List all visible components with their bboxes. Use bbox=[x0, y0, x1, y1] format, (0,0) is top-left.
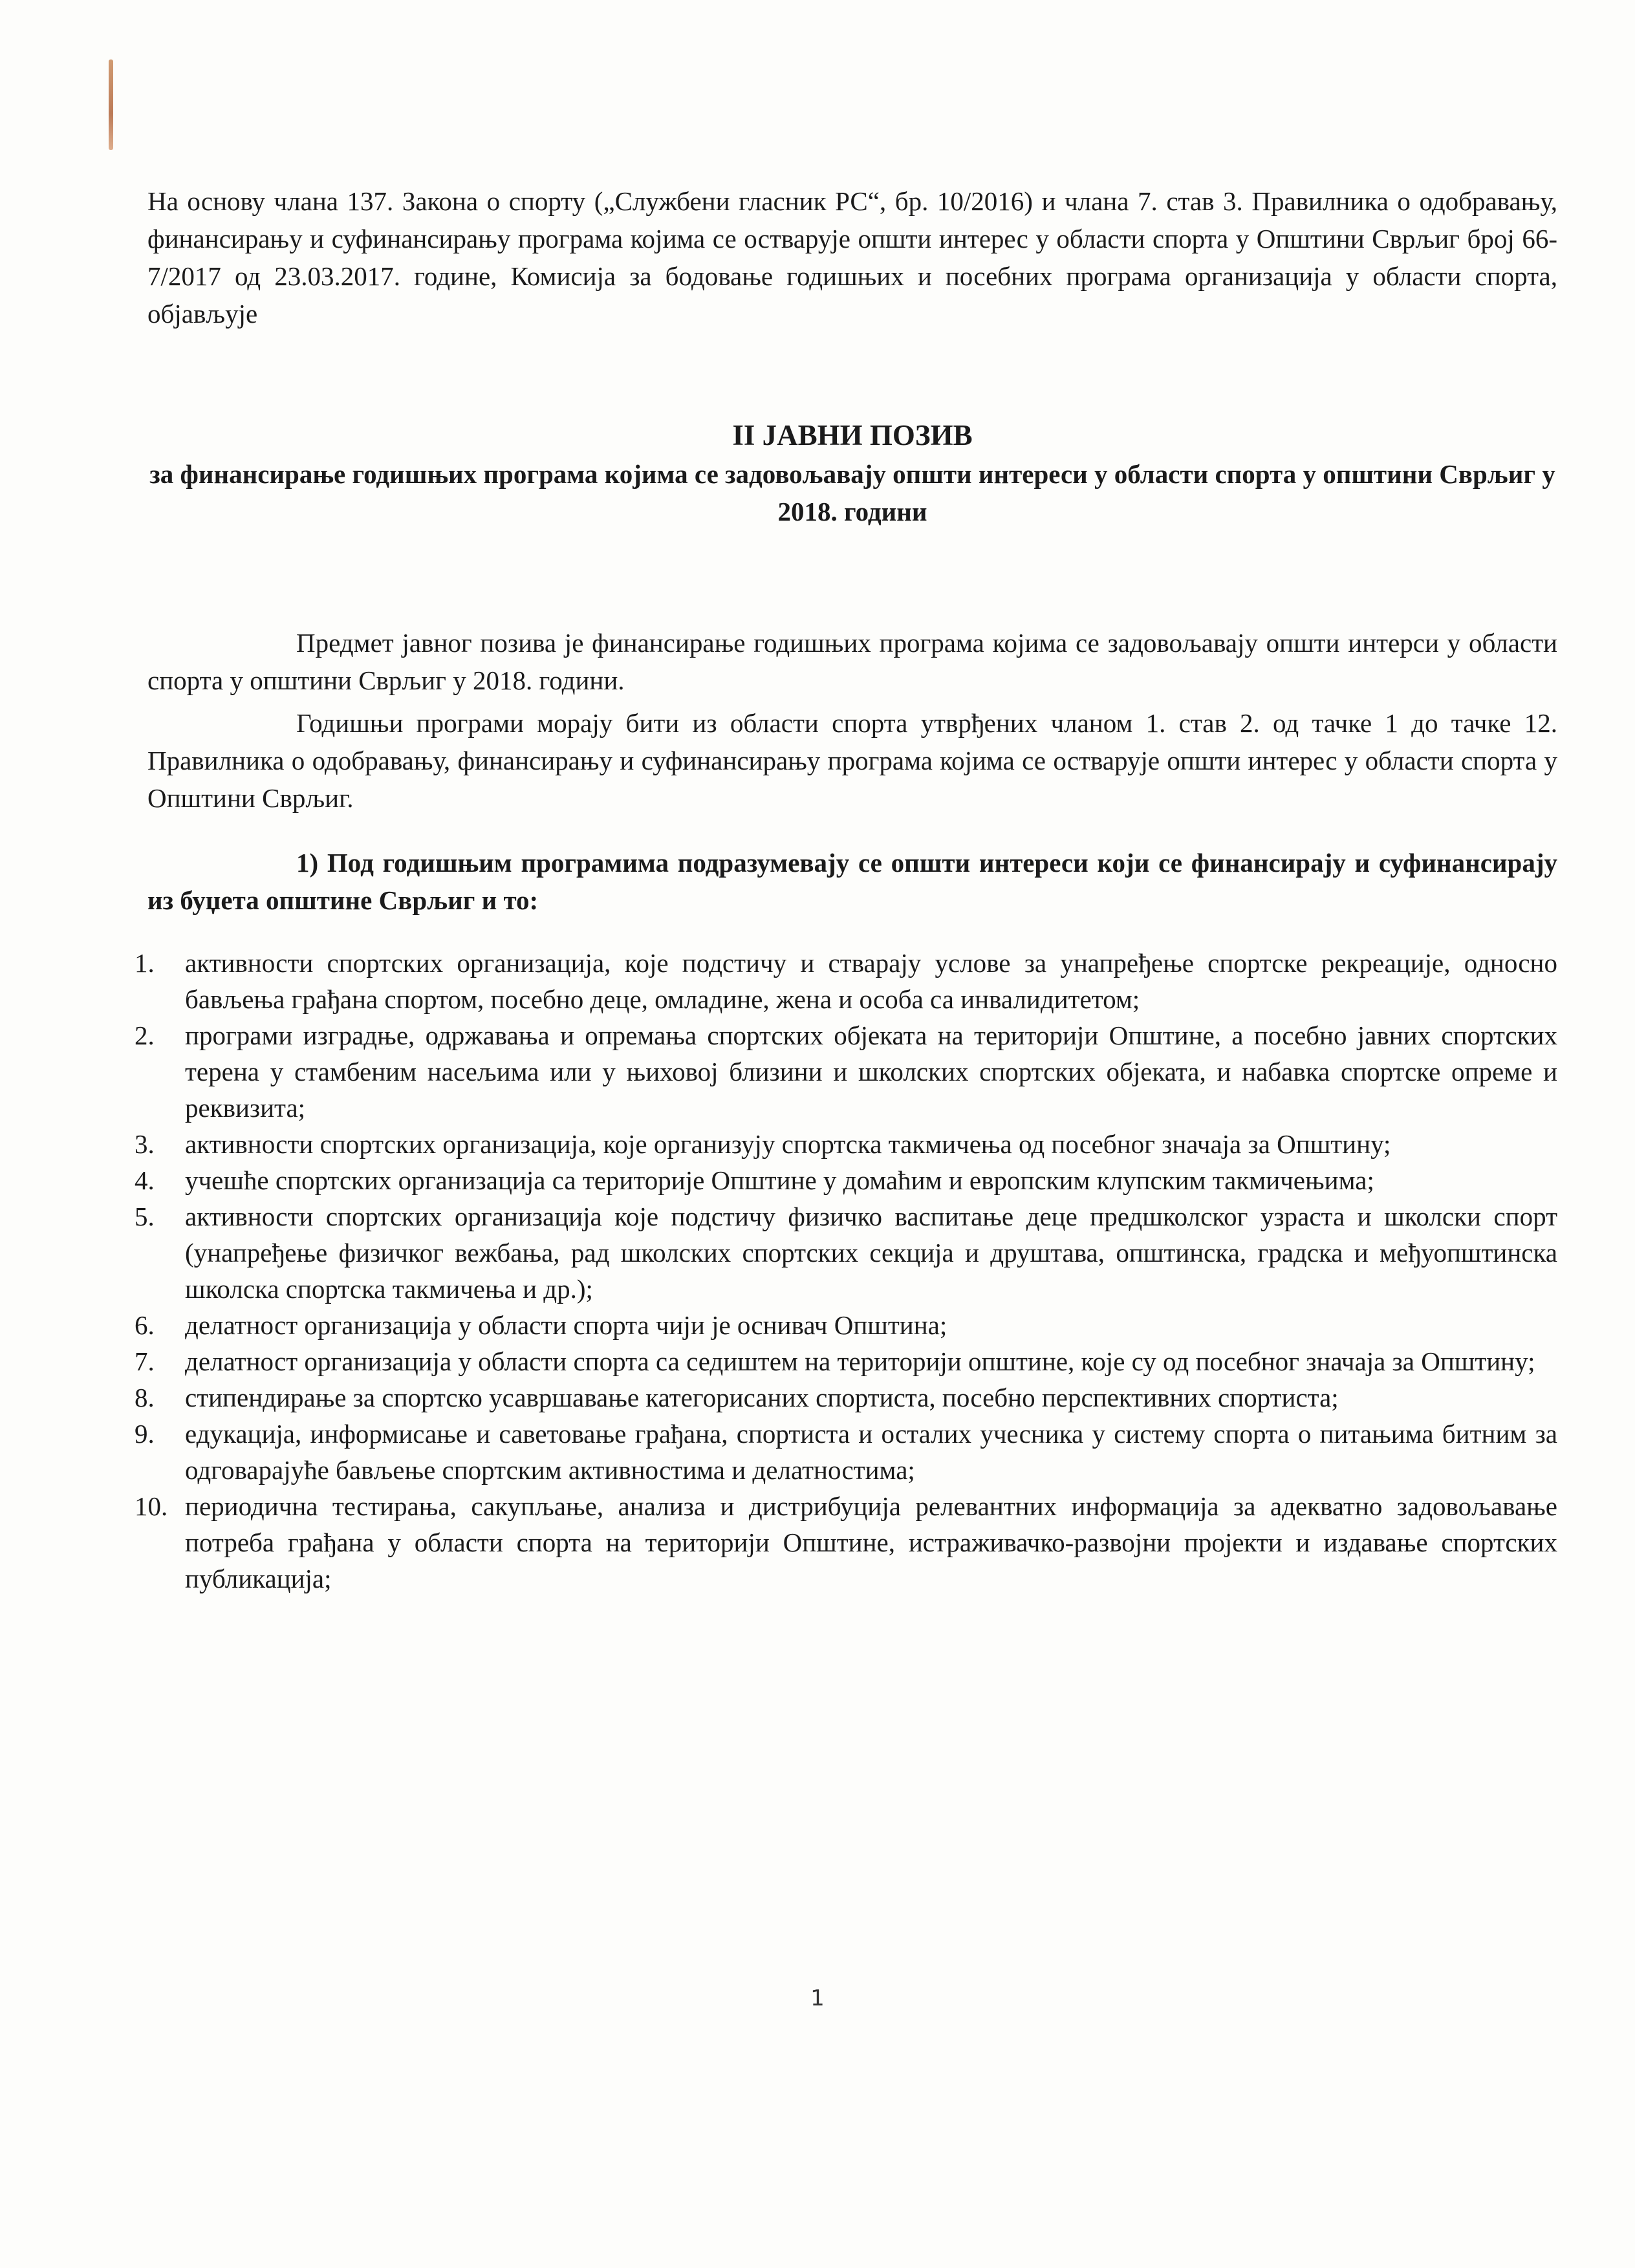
list-item-number: 1. bbox=[135, 948, 155, 978]
list-item-number: 4. bbox=[135, 1165, 155, 1195]
intro-paragraph: На основу члана 137. Закона о спорту („Службени гласник РС“, бр. 10/2016) и члана 7. став 3. Правилника о одобравању, финансирању и суфинансирању програма којима се остварује општи интерес у области спорта у Општини Сврљиг број 66-7/2017 од 23.03.2017. године, Комисија за бодовање годишњих и посебних програма организација у области спорта, објављује bbox=[147, 186, 1557, 329]
list-item bbox=[135, 1343, 1557, 1379]
page-number: 1 bbox=[810, 1985, 825, 2011]
scan-staple-mark bbox=[109, 59, 113, 150]
list-item-text: активности спортских организација које подстичу физичко васпитање деце предшколског узраста и школски спорт (унапређење физичког вежбања, рад школских спортских секција и друштава, општинска, градска и међуопштинска школска спортска такмичења и др.); bbox=[185, 1202, 1557, 1304]
list-item bbox=[135, 1126, 1557, 1162]
list-item-number: 10. bbox=[135, 1491, 168, 1521]
list-item-number: 3. bbox=[135, 1129, 155, 1159]
subject-paragraph: Предмет јавног позива је финансирање годишњих програма којима се задовољавају општи интерси у области спорта у општини Сврљиг у 2018. години. bbox=[147, 628, 1557, 695]
title-block bbox=[147, 415, 1557, 530]
list-item-number: 7. bbox=[135, 1346, 155, 1376]
list-item bbox=[135, 1307, 1557, 1343]
list-item-text: активности спортских организација, које организују спортска такмичења од посебног значаја за Општину; bbox=[185, 1129, 1391, 1159]
list-item-number: 8. bbox=[135, 1383, 155, 1412]
list-item bbox=[135, 1379, 1557, 1416]
list-item-text: програми изградње, одржавања и опремања спортских објеката на територији Општине, а посебно јавних спортских терена у стамбеним насељима или у њиховој близини и школских спортских објеката, и набавка спортске опреме и реквизита; bbox=[185, 1021, 1557, 1123]
list-item-text: периодична тестирања, сакупљање, анализа и дистрибуција релевантних информација за адекватно задовољавање потреба грађана у области спорта на територији Општине, истраживачко-развојни пројекти и издавање спортских публикација; bbox=[185, 1491, 1557, 1593]
list-item bbox=[135, 1488, 1557, 1597]
program-list bbox=[135, 945, 1557, 1597]
list-item bbox=[135, 1416, 1557, 1488]
list-item-text: едукација, информисање и саветовање грађана, спортиста и осталих учесника у систему спорта о питањима битним за одговарајуће бављење спортским активностима и делатностима; bbox=[185, 1419, 1557, 1485]
list-item bbox=[135, 1017, 1557, 1126]
document-subtitle: за финансирање годишњих програма којима се задовољавају општи интереси у области спорта у општини Сврљиг у 2018. години bbox=[149, 459, 1555, 526]
list-item-text: делатност организација у области спорта са седиштем на територији општине, које су од посебног значаја за Општину; bbox=[185, 1346, 1535, 1376]
document-page bbox=[135, 182, 1557, 1597]
section-heading: 1) Под годишњим програмима подразумевају се општи интереси који се финансирају и суфинансирају из буџета општине Сврљиг и то: bbox=[147, 848, 1557, 915]
list-item bbox=[135, 1162, 1557, 1198]
list-item-text: активности спортских организација, које подстичу и стварају услове за унапређење спортске рекреације, односно бављења грађана спортом, посебно деце, омладине, жена и особа са инвалидитетом; bbox=[185, 948, 1557, 1014]
list-item-number: 9. bbox=[135, 1419, 155, 1449]
list-item bbox=[135, 945, 1557, 1017]
list-item-text: стипендирање за спортско усавршавање категорисаних спортиста, посебно перспективних спортиста; bbox=[185, 1383, 1339, 1412]
document-title: II ЈАВНИ ПОЗИВ bbox=[732, 419, 973, 451]
list-item-text: учешће спортских организација са територије Општине у домаћим и европским клупским такмичењима; bbox=[185, 1165, 1374, 1195]
list-item-number: 5. bbox=[135, 1202, 155, 1231]
programs-paragraph: Годишњи програми морају бити из области спорта утврђених чланом 1. став 2. од тачке 1 до тачке 12. Правилника о одобравању, финансирању и суфинансирању програма којима се остварује општи интерес у области спорта у Општини Сврљиг. bbox=[147, 708, 1557, 813]
list-item-number: 6. bbox=[135, 1310, 155, 1340]
list-item bbox=[135, 1198, 1557, 1307]
list-item-text: делатност организација у области спорта чији је оснивач Општина; bbox=[185, 1310, 947, 1340]
list-item-number: 2. bbox=[135, 1021, 155, 1050]
